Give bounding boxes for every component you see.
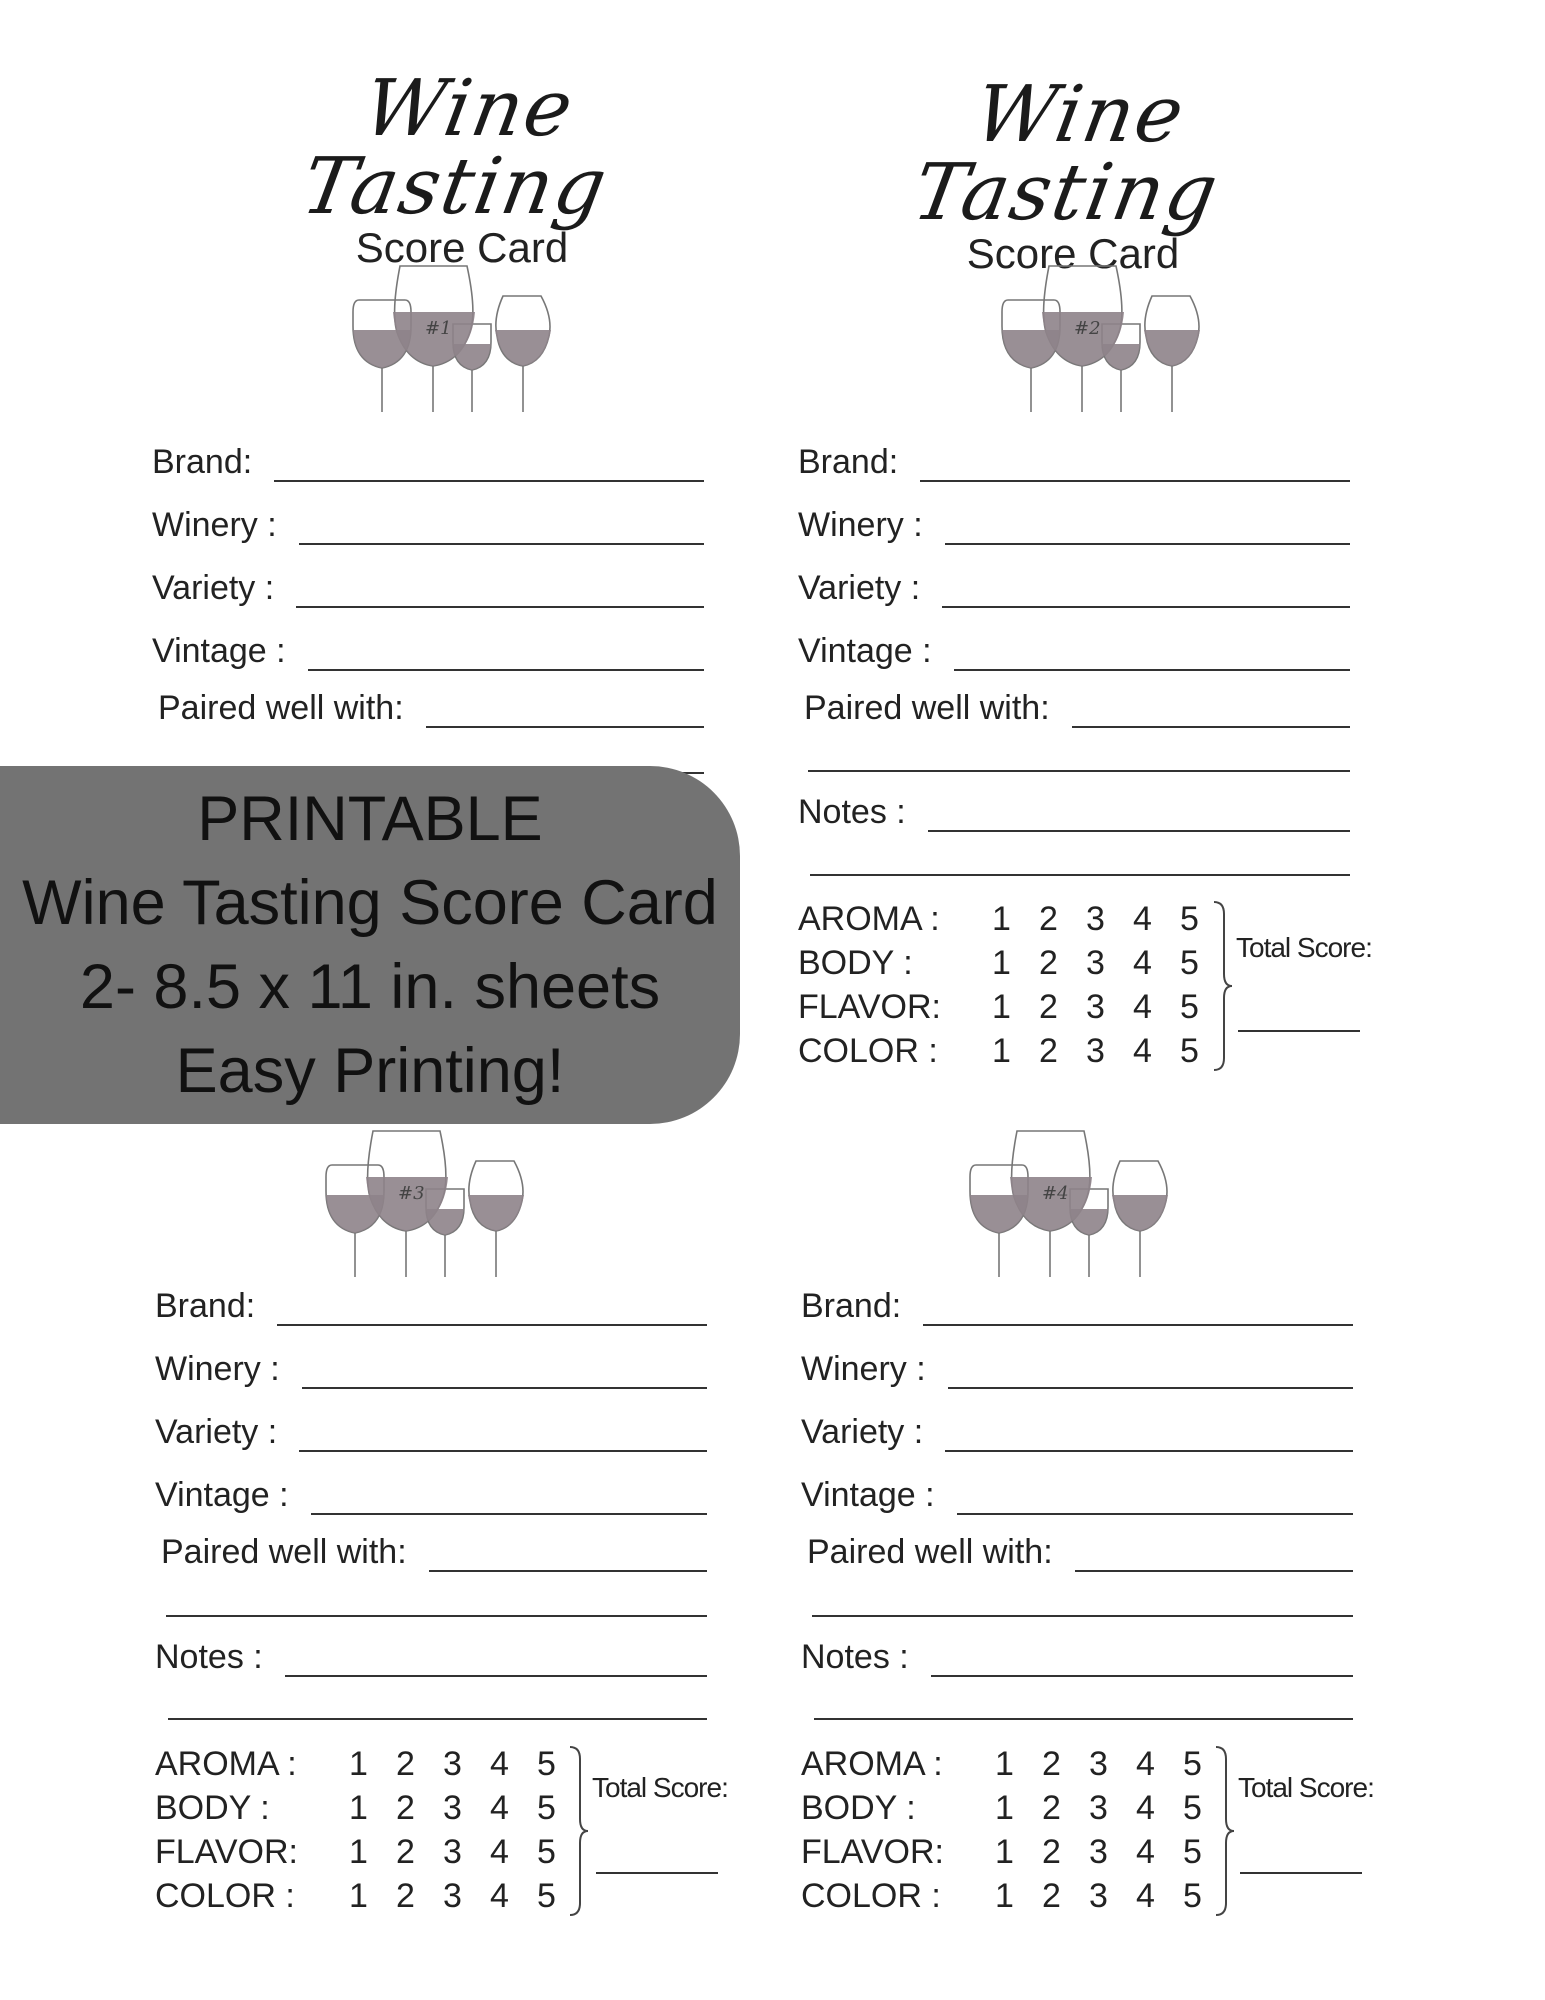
- card-2-vintage-row: [798, 627, 1350, 671]
- card-3-score-row-body: [155, 1786, 570, 1830]
- printable-promo-banner: [0, 766, 740, 1124]
- banner-line-title: Wine Tasting Score Card: [22, 868, 718, 938]
- card-4-vintage-row: [801, 1471, 1353, 1515]
- card-1-winery-row: [152, 501, 704, 545]
- card-4-brand-label: Brand:: [801, 1287, 902, 1325]
- card-2-paired-row: [804, 684, 1350, 728]
- card-2-aroma-score-5[interactable]: 5: [1180, 899, 1199, 938]
- card-4-flavor-score-4[interactable]: 4: [1136, 1832, 1155, 1871]
- card-3-flavor-score-1[interactable]: 1: [349, 1832, 368, 1871]
- card-2-number-label: #2: [1074, 318, 1101, 339]
- card-1-variety-label: Variety :: [152, 569, 275, 607]
- card-4-score-brace-icon: [1214, 1745, 1236, 1917]
- card-2-score-row-color: [798, 1029, 1213, 1073]
- card-3-score-label: COLOR :: [155, 1876, 295, 1915]
- card-3-body-score-5[interactable]: 5: [537, 1788, 556, 1827]
- card-4-paired-extra-line[interactable]: [812, 1613, 1353, 1617]
- card-4-notes-extra-line[interactable]: [814, 1716, 1353, 1720]
- card-2-paired-label: Paired well with:: [804, 689, 1050, 727]
- card-3-paired-row: [161, 1528, 707, 1572]
- card-4-variety-row: [801, 1408, 1353, 1452]
- card-1-brand-label: Brand:: [152, 443, 253, 481]
- banner-line-easy-printing: Easy Printing!: [175, 1036, 565, 1106]
- card-3-aroma-score-5[interactable]: 5: [537, 1744, 556, 1783]
- card-2-score-label: COLOR :: [798, 1031, 938, 1070]
- card-2-score-row-flavor: [798, 985, 1213, 1029]
- card-2-winery-field[interactable]: [945, 513, 1350, 545]
- card-3-notes-row: [155, 1633, 707, 1677]
- card-3-total-score-label: Total Score:: [592, 1772, 728, 1803]
- card-2-score-label: BODY :: [798, 943, 913, 982]
- card-3-flavor-score-3[interactable]: 3: [443, 1832, 462, 1871]
- card-2-score-label: AROMA :: [798, 899, 940, 938]
- card-2-notes-extra-line[interactable]: [810, 872, 1350, 876]
- card-2-notes-row: [798, 788, 1350, 832]
- card-2-notes-field[interactable]: [928, 800, 1350, 832]
- card-1-vintage-row: [152, 627, 704, 671]
- card-1-vintage-field[interactable]: [308, 639, 704, 671]
- card-4-total-score-field[interactable]: [1240, 1872, 1362, 1874]
- card-1-brand-field[interactable]: [274, 450, 704, 482]
- card-3-vintage-field[interactable]: [311, 1483, 707, 1515]
- card-4-score-label: BODY :: [801, 1788, 916, 1827]
- card-2-winery-label: Winery :: [798, 506, 923, 544]
- banner-line-sheets: 2- 8.5 x 11 in. sheets: [79, 952, 661, 1022]
- card-3-winery-row: [155, 1345, 707, 1389]
- card-2-score-label: FLAVOR:: [798, 987, 941, 1026]
- card-3-aroma-score-1[interactable]: 1: [349, 1744, 368, 1783]
- card-2-flavor-score-2[interactable]: 2: [1039, 987, 1058, 1026]
- card-1-winery-label: Winery :: [152, 506, 277, 544]
- card-4-color-score-5[interactable]: 5: [1183, 1876, 1202, 1915]
- card-4-paired-row: [807, 1528, 1353, 1572]
- card-1-variety-row: [152, 564, 704, 608]
- card-2-wine-glasses-illustration: [994, 262, 1234, 432]
- card-2-subtitle: Score Card: [966, 230, 1180, 277]
- card-2-aroma-score-2[interactable]: 2: [1039, 899, 1058, 938]
- card-4-vintage-field[interactable]: [957, 1483, 1353, 1515]
- card-4-color-score-2[interactable]: 2: [1042, 1876, 1061, 1915]
- card-3-flavor-score-4[interactable]: 4: [490, 1832, 509, 1871]
- card-3-winery-label: Winery :: [155, 1350, 280, 1388]
- card-3-aroma-score-2[interactable]: 2: [396, 1744, 415, 1783]
- card-4-score-row-flavor: [801, 1830, 1216, 1874]
- card-3-score-row-flavor: [155, 1830, 570, 1874]
- card-3-brand-label: Brand:: [155, 1287, 256, 1325]
- card-1-number-label: #1: [425, 318, 452, 339]
- card-4-vintage-label: Vintage :: [801, 1476, 935, 1514]
- card-3-score-label: BODY :: [155, 1788, 270, 1827]
- card-2-variety-label: Variety :: [798, 569, 921, 607]
- card-4-body-score-2[interactable]: 2: [1042, 1788, 1061, 1827]
- card-3-number-label: #3: [398, 1183, 425, 1204]
- card-2-score-brace-icon: [1212, 900, 1234, 1072]
- card-2-title-script: Wine Tasting: [906, 70, 1226, 238]
- card-3-variety-row: [155, 1408, 707, 1452]
- card-4-score-row-aroma: [801, 1742, 1216, 1786]
- card-4-winery-label: Winery :: [801, 1350, 926, 1388]
- card-2-brand-field[interactable]: [920, 450, 1350, 482]
- card-3-body-score-2[interactable]: 2: [396, 1788, 415, 1827]
- card-2-color-score-5[interactable]: 5: [1180, 1031, 1199, 1070]
- card-3-body-score-4[interactable]: 4: [490, 1788, 509, 1827]
- card-2-paired-field[interactable]: [1072, 696, 1350, 728]
- card-3-aroma-score-3[interactable]: 3: [443, 1744, 462, 1783]
- card-3-notes-label: Notes :: [155, 1638, 263, 1676]
- card-2-color-score-1[interactable]: 1: [992, 1031, 1011, 1070]
- card-3-notes-field[interactable]: [285, 1645, 707, 1677]
- card-4-aroma-score-2[interactable]: 2: [1042, 1744, 1061, 1783]
- card-3-aroma-score-4[interactable]: 4: [490, 1744, 509, 1783]
- card-3-notes-extra-line[interactable]: [168, 1716, 707, 1720]
- card-2-body-score-2[interactable]: 2: [1039, 943, 1058, 982]
- card-3-body-score-1[interactable]: 1: [349, 1788, 368, 1827]
- card-2-aroma-score-3[interactable]: 3: [1086, 899, 1105, 938]
- card-1-paired-label: Paired well with:: [158, 689, 404, 727]
- card-4-wine-glasses-illustration: [962, 1127, 1202, 1297]
- card-4-winery-field[interactable]: [948, 1357, 1353, 1389]
- card-3-winery-field[interactable]: [302, 1357, 707, 1389]
- card-4-score-label: AROMA :: [801, 1744, 943, 1783]
- banner-line-printable: PRINTABLE: [197, 784, 543, 854]
- card-3-score-row-aroma: [155, 1742, 570, 1786]
- card-3-paired-label: Paired well with:: [161, 1533, 407, 1571]
- card-2-flavor-score-5[interactable]: 5: [1180, 987, 1199, 1026]
- card-2-brand-label: Brand:: [798, 443, 899, 481]
- card-4-paired-label: Paired well with:: [807, 1533, 1053, 1571]
- card-3-score-label: FLAVOR:: [155, 1832, 298, 1871]
- card-3-vintage-label: Vintage :: [155, 1476, 289, 1514]
- card-3-flavor-score-5[interactable]: 5: [537, 1832, 556, 1871]
- card-2-body-score-3[interactable]: 3: [1086, 943, 1105, 982]
- card-3-total-score-field[interactable]: [596, 1872, 718, 1874]
- card-3-score-row-color: [155, 1874, 570, 1918]
- card-4-variety-label: Variety :: [801, 1413, 924, 1451]
- card-3-flavor-score-2[interactable]: 2: [396, 1832, 415, 1871]
- card-3-brand-field[interactable]: [277, 1294, 707, 1326]
- card-4-score-label: FLAVOR:: [801, 1832, 944, 1871]
- card-2-winery-row: [798, 501, 1350, 545]
- card-2-flavor-score-4[interactable]: 4: [1133, 987, 1152, 1026]
- card-4-notes-label: Notes :: [801, 1638, 909, 1676]
- card-4-flavor-score-3[interactable]: 3: [1089, 1832, 1108, 1871]
- card-2-body-score-1[interactable]: 1: [992, 943, 1011, 982]
- card-1-title-script: Wine Tasting: [295, 64, 615, 232]
- card-4-body-score-4[interactable]: 4: [1136, 1788, 1155, 1827]
- card-4-body-score-3[interactable]: 3: [1089, 1788, 1108, 1827]
- card-1-paired-row: [158, 684, 704, 728]
- card-2-color-score-3[interactable]: 3: [1086, 1031, 1105, 1070]
- card-4-score-label: COLOR :: [801, 1876, 941, 1915]
- card-2-vintage-field[interactable]: [954, 639, 1350, 671]
- card-2-body-score-4[interactable]: 4: [1133, 943, 1152, 982]
- card-3-color-score-3[interactable]: 3: [443, 1876, 462, 1915]
- card-2-variety-row: [798, 564, 1350, 608]
- card-3-score-label: AROMA :: [155, 1744, 297, 1783]
- card-4-aroma-score-3[interactable]: 3: [1089, 1744, 1108, 1783]
- card-4-notes-field[interactable]: [931, 1645, 1353, 1677]
- card-4-score-row-color: [801, 1874, 1216, 1918]
- card-4-aroma-score-4[interactable]: 4: [1136, 1744, 1155, 1783]
- card-4-brand-row: [801, 1282, 1353, 1326]
- card-4-flavor-score-2[interactable]: 2: [1042, 1832, 1061, 1871]
- card-2-total-score-field[interactable]: [1238, 1030, 1360, 1032]
- card-4-color-score-4[interactable]: 4: [1136, 1876, 1155, 1915]
- card-3-variety-label: Variety :: [155, 1413, 278, 1451]
- card-4-flavor-score-5[interactable]: 5: [1183, 1832, 1202, 1871]
- card-3-brand-row: [155, 1282, 707, 1326]
- card-3-wine-glasses-illustration: [318, 1127, 558, 1297]
- card-2-vintage-label: Vintage :: [798, 632, 932, 670]
- card-2-aroma-score-4[interactable]: 4: [1133, 899, 1152, 938]
- card-3-variety-field[interactable]: [299, 1420, 707, 1452]
- card-2-brand-row: [798, 438, 1350, 482]
- card-4-flavor-score-1[interactable]: 1: [995, 1832, 1014, 1871]
- card-1-title: [232, 64, 692, 272]
- card-4-score-grid: [801, 1742, 1216, 1918]
- card-4-number-label: #4: [1042, 1183, 1069, 1204]
- card-2-flavor-score-1[interactable]: 1: [992, 987, 1011, 1026]
- card-3-color-score-1[interactable]: 1: [349, 1876, 368, 1915]
- card-2-color-score-4[interactable]: 4: [1133, 1031, 1152, 1070]
- card-4-body-score-5[interactable]: 5: [1183, 1788, 1202, 1827]
- card-4-variety-field[interactable]: [945, 1420, 1353, 1452]
- card-3-color-score-4[interactable]: 4: [490, 1876, 509, 1915]
- card-4-notes-row: [801, 1633, 1353, 1677]
- card-4-color-score-3[interactable]: 3: [1089, 1876, 1108, 1915]
- card-2-aroma-score-1[interactable]: 1: [992, 899, 1011, 938]
- card-3-color-score-5[interactable]: 5: [537, 1876, 556, 1915]
- card-1-paired-field[interactable]: [426, 696, 704, 728]
- card-3-score-brace-icon: [568, 1745, 590, 1917]
- card-2-paired-extra-line[interactable]: [808, 768, 1350, 772]
- card-2-score-grid: [798, 897, 1213, 1073]
- card-1-subtitle: Score Card: [355, 224, 569, 271]
- card-4-aroma-score-5[interactable]: 5: [1183, 1744, 1202, 1783]
- card-1-variety-field[interactable]: [296, 576, 704, 608]
- card-4-brand-field[interactable]: [923, 1294, 1353, 1326]
- card-4-score-row-body: [801, 1786, 1216, 1830]
- card-1-wine-glasses-illustration: [345, 262, 585, 432]
- card-3-paired-extra-line[interactable]: [166, 1613, 707, 1617]
- card-4-paired-field[interactable]: [1075, 1540, 1353, 1572]
- card-4-body-score-1[interactable]: 1: [995, 1788, 1014, 1827]
- card-1-vintage-label: Vintage :: [152, 632, 286, 670]
- card-2-total-score-label: Total Score:: [1236, 932, 1372, 963]
- card-1-winery-field[interactable]: [299, 513, 704, 545]
- card-2-title: [843, 70, 1303, 278]
- card-4-winery-row: [801, 1345, 1353, 1389]
- card-4-total-score-label: Total Score:: [1238, 1772, 1374, 1803]
- card-4-aroma-score-1[interactable]: 1: [995, 1744, 1014, 1783]
- card-2-flavor-score-3[interactable]: 3: [1086, 987, 1105, 1026]
- card-2-notes-label: Notes :: [798, 793, 906, 831]
- card-2-score-row-body: [798, 941, 1213, 985]
- card-1-brand-row: [152, 438, 704, 482]
- card-4-color-score-1[interactable]: 1: [995, 1876, 1014, 1915]
- card-3-color-score-2[interactable]: 2: [396, 1876, 415, 1915]
- card-3-vintage-row: [155, 1471, 707, 1515]
- card-2-color-score-2[interactable]: 2: [1039, 1031, 1058, 1070]
- card-3-score-grid: [155, 1742, 570, 1918]
- card-2-body-score-5[interactable]: 5: [1180, 943, 1199, 982]
- card-2-variety-field[interactable]: [942, 576, 1350, 608]
- card-3-body-score-3[interactable]: 3: [443, 1788, 462, 1827]
- card-3-paired-field[interactable]: [429, 1540, 707, 1572]
- card-2-score-row-aroma: [798, 897, 1213, 941]
